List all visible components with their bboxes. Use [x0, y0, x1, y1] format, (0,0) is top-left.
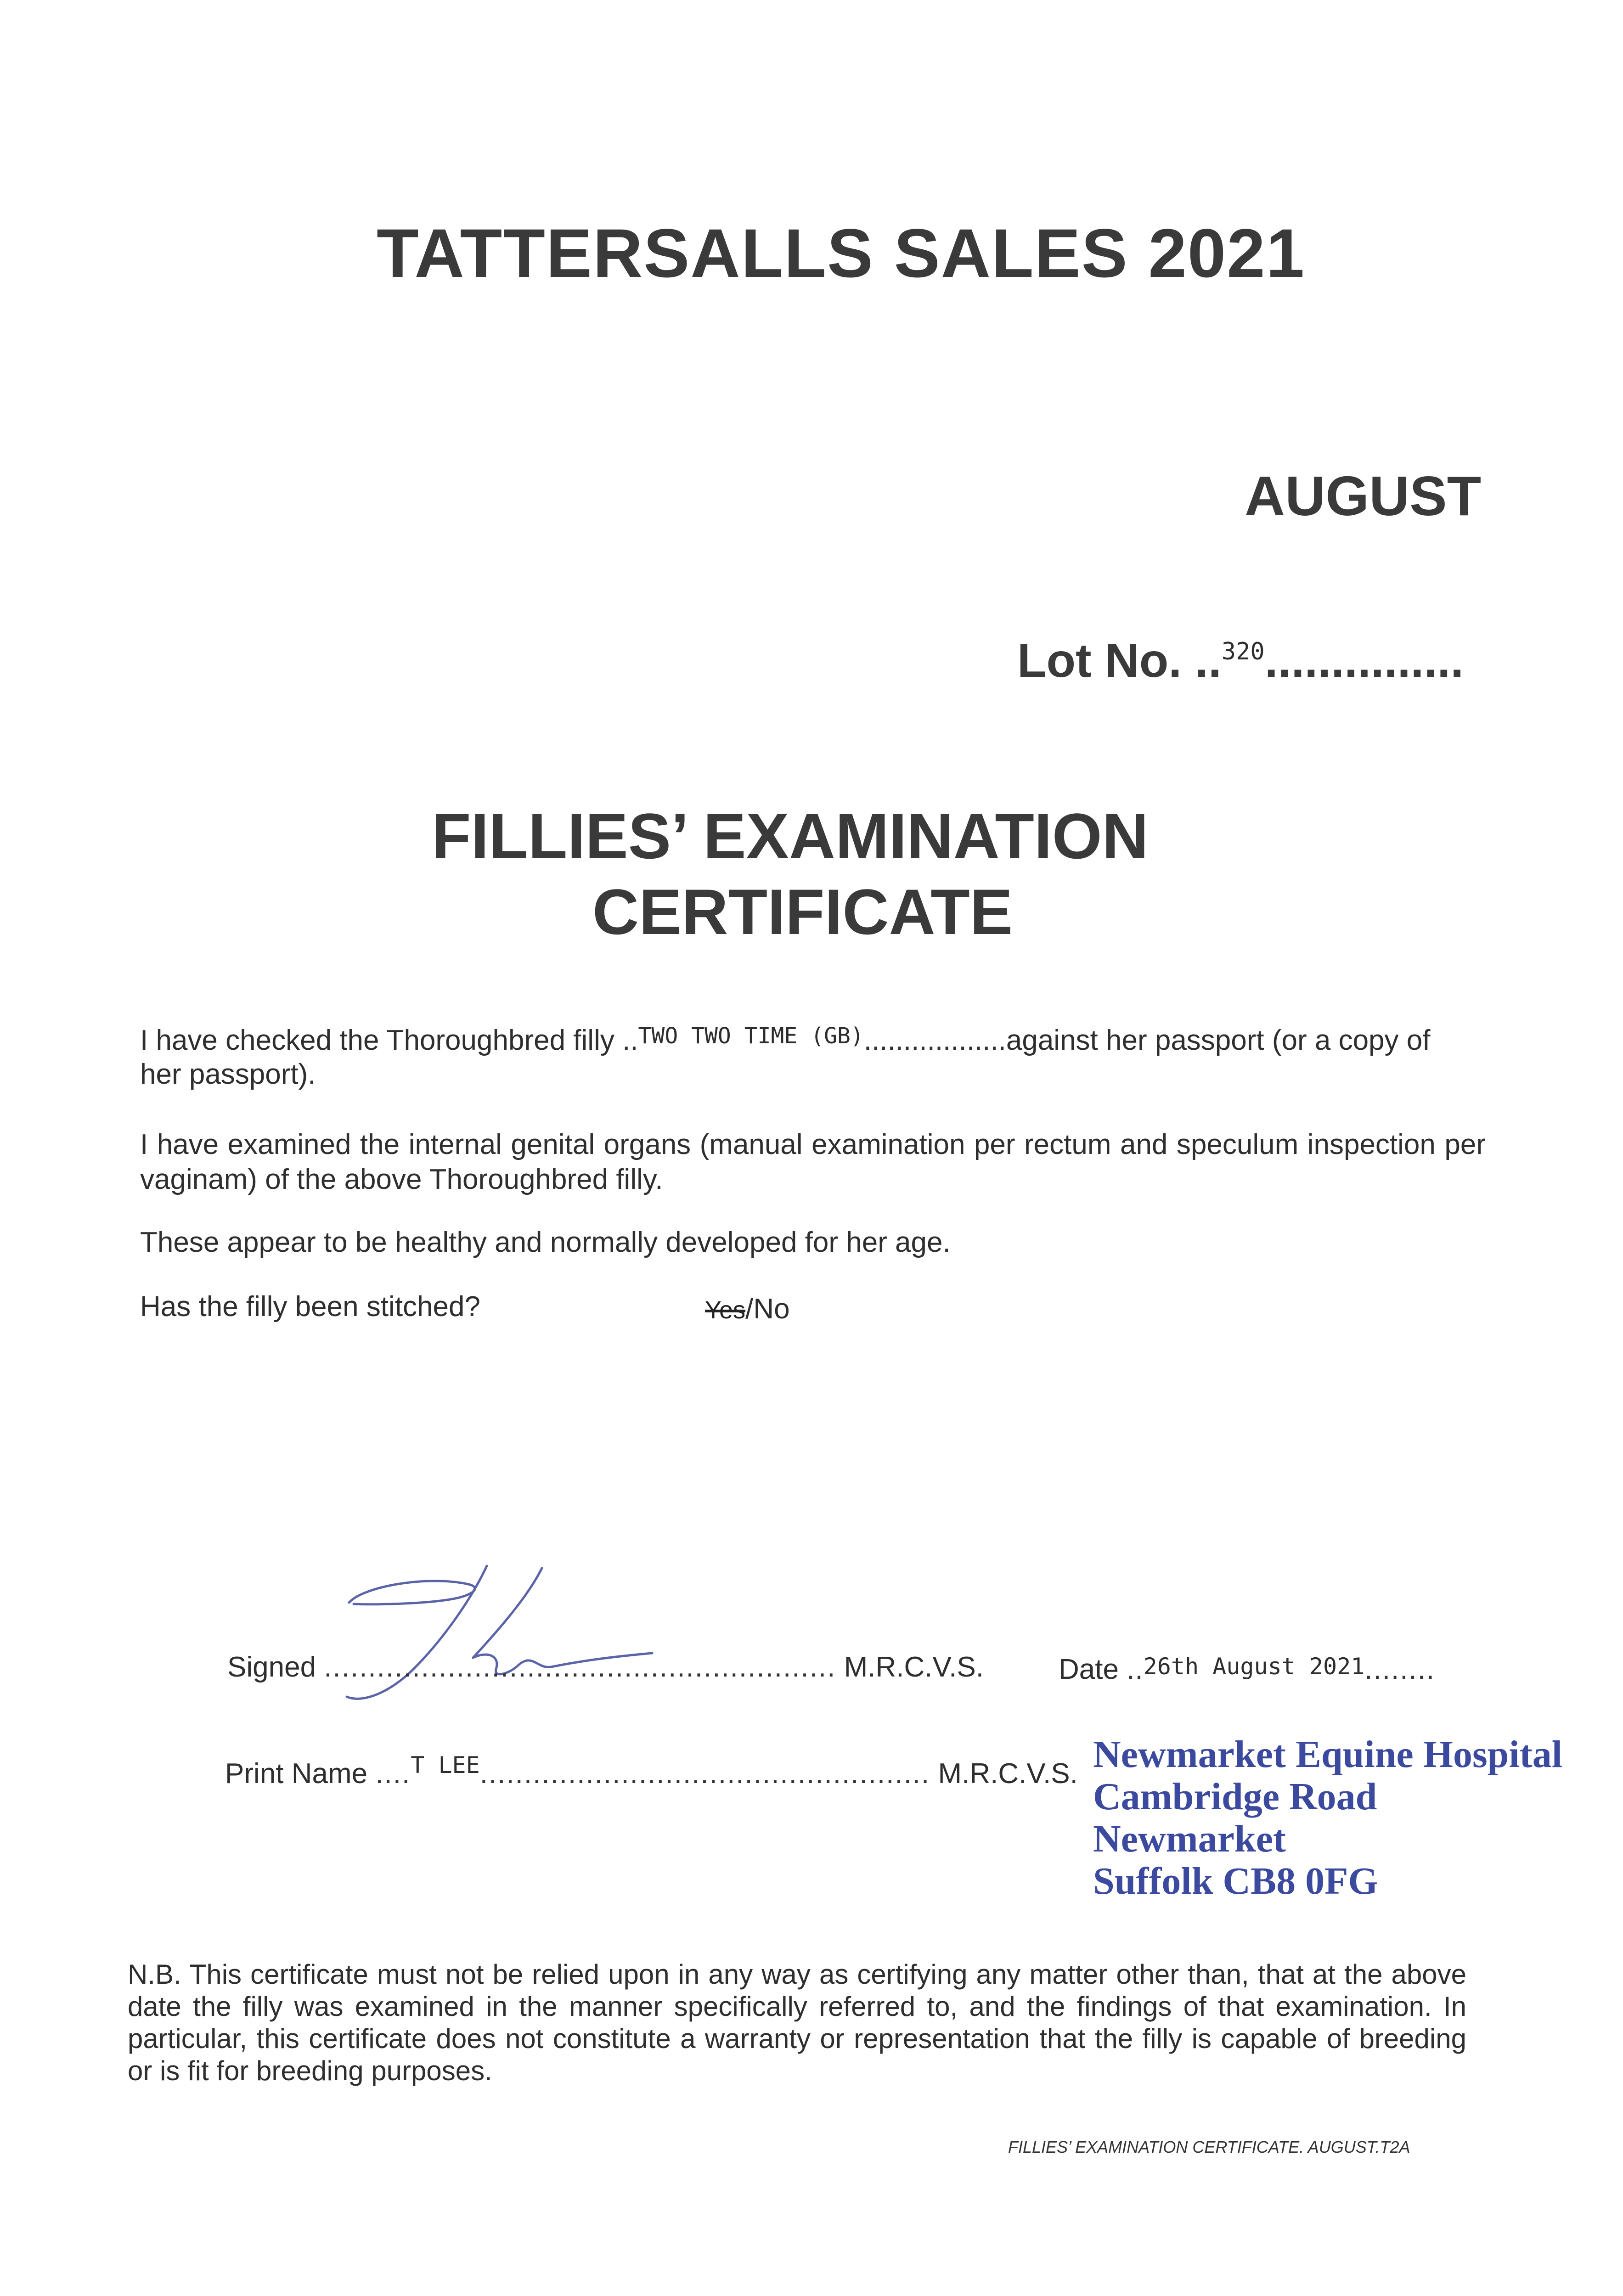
sale-name: AUGUST [1245, 465, 1482, 527]
health-statement: These appear to be healthy and normally developed for her age. [140, 1227, 951, 1258]
date-value: 26th August 2021 [1143, 1653, 1365, 1680]
disclaimer-note: N.B. This certificate must not be relied upon in any way as certifying any matter other than, that at the above date the filly was examined in the manner specifically referred to, and the findings of that examination. In particular, this certificate does not constitute a warranty or representation that the filly is capable of breeding or is fit for breeding purposes. [128, 1959, 1466, 2086]
stamp-line-road: Cambridge Road [1093, 1775, 1377, 1818]
stitched-answer-no: /No [745, 1293, 790, 1325]
signed-mrcvs: M.R.C.V.S. [844, 1651, 984, 1683]
print-name-label: Print Name [225, 1758, 368, 1790]
lot-label: Lot No. .. [1017, 634, 1222, 687]
stitched-answer [705, 1293, 790, 1325]
print-name-dots: ................................................... [479, 1758, 930, 1790]
filly-check-line [140, 1023, 1430, 1057]
filly-suffix: ..................against her passport (or a copy of [863, 1024, 1431, 1056]
date-dots: ........ [1364, 1654, 1436, 1685]
lot-value: 320 [1221, 638, 1265, 665]
hospital-stamp [1093, 1733, 1562, 1902]
stitched-struck-option: Yes [705, 1296, 746, 1324]
print-mrcvs: M.R.C.V.S. [938, 1758, 1078, 1790]
date-label: Date [1059, 1654, 1119, 1685]
stamp-line-hospital: Newmarket Equine Hospital [1093, 1733, 1563, 1776]
lot-number [1017, 634, 1464, 688]
signed-label: Signed [227, 1651, 316, 1683]
filly-name: TWO TWO TIME (GB) [638, 1023, 864, 1049]
lot-dots: ............... [1264, 634, 1464, 687]
signed-dots: .......................................................... [324, 1651, 836, 1683]
date-line: Date ..26th August 2021........ [1059, 1653, 1436, 1685]
stamp-line-town: Newmarket [1093, 1818, 1286, 1860]
filly-check-line2: her passport). [140, 1058, 316, 1090]
examination-statement: I have examined the internal genital organs (manual examination per rectum and speculum inspection per vaginam) of the above Thoroughbred filly. [140, 1129, 1486, 1195]
signed-line [227, 1651, 984, 1683]
stamp-line-postcode: Suffolk CB8 0FG [1093, 1860, 1378, 1902]
print-name-line: Print Name ....$^{T LEE}$................................................... M.R.C.V.S. [225, 1752, 1078, 1790]
certificate-title-line1: FILLIES’ EXAMINATION [432, 800, 1149, 872]
filly-prefix: I have checked the Thoroughbred filly .. [140, 1024, 638, 1056]
vet-signature [335, 1559, 666, 1711]
print-name-value: T LEE [411, 1752, 480, 1778]
certificate-title-line2: CERTIFICATE [592, 876, 1013, 948]
stitched-question: Has the filly been stitched? [140, 1291, 480, 1322]
footer-reference: FILLIES’ EXAMINATION CERTIFICATE. AUGUST.T2A [1008, 2138, 1410, 2156]
document-title: TATTERSALLS SALES 2021 [377, 214, 1306, 292]
